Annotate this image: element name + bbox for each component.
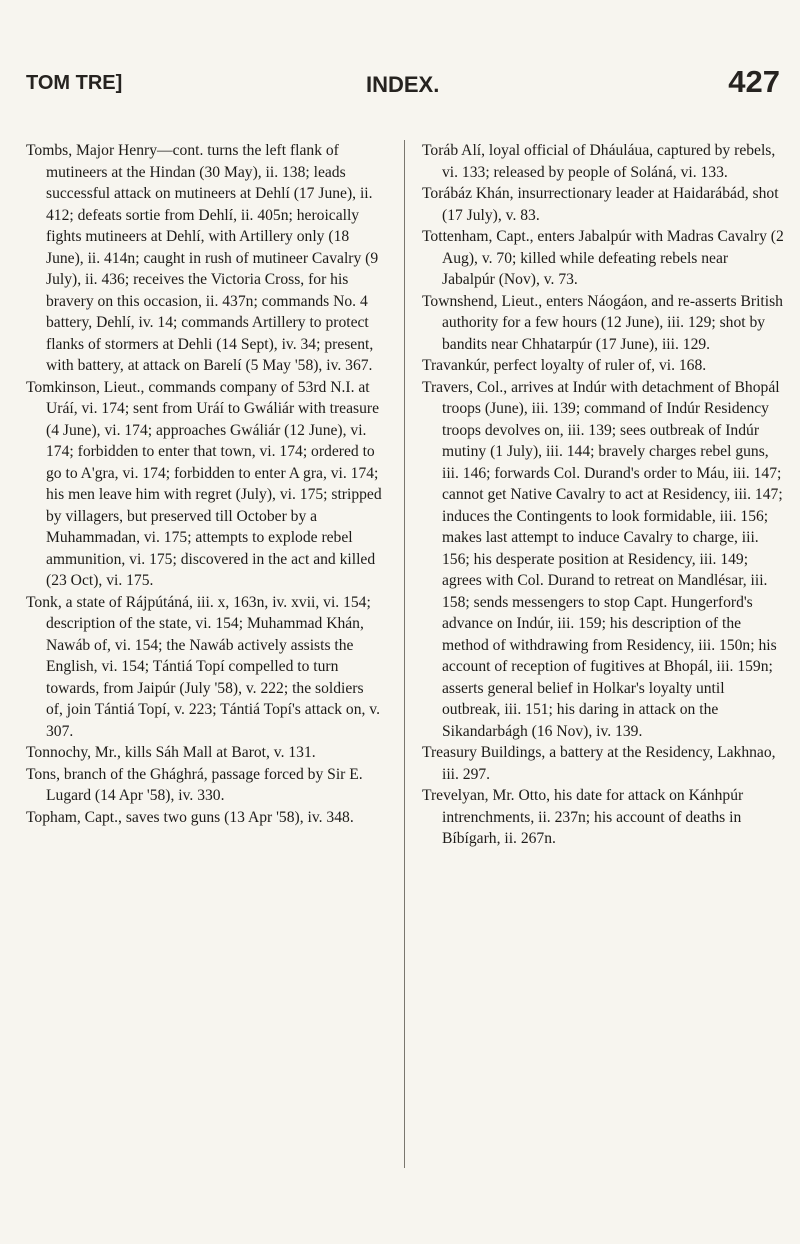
index-entry-tombs: Tombs, Major Henry—cont. turns the left flank of mutineers at the Hindan (30 May), ii. 138; leads successful attack on mutineers at Dehlí (17 June), ii. 412; defeats sortie from Dehlí, ii. 405n; heroically fights mutineers at Dehlí, with Artillery only (18 June), ii. 414n; caught in rush of mutineer Cavalry (9 July), ii. 436; receives the Victoria Cross, for his bravery on this occasion, ii. 437n; commands No. 4 battery, Dehlí, iv. 14; commands Artillery to protect flanks of stormers at Dehli (14 Sept), iv. 34; present, with battery, at attack on Barelí (5 May '58), iv. 367. bbox=[26, 142, 379, 374]
header-left-guide: TOM TRE] bbox=[26, 72, 123, 94]
index-entry-trevelyan: Trevelyan, Mr. Otto, his date for attack on Kánhpúr intrenchments, ii. 237n; his account of deaths in Bíbígarh, ii. 267n. bbox=[422, 787, 744, 847]
index-column-right bbox=[422, 140, 784, 850]
index-entry-tomkinson: Tomkinson, Lieut., commands company of 53rd N.I. at Uráí, vi. 174; sent from Uráí to Gwáliár with treasure (4 June), vi. 174; approaches Gwáliár (12 June), vi. 174; forbidden to enter that town, vi. 174; ordered to go to A'gra, vi. 174; forbidden to enter A gra, vi. 174; his men leave him with regret (July), vi. 175; stripped by villagers, but preserved till October by a Muhammadan, vi. 175; attempts to explode rebel ammunition, vi. 175; discovered in the act and killed (23 Oct), vi. 175. bbox=[26, 378, 382, 589]
index-entry-torabaz-khan: Torábáz Khán, insurrectionary leader at Haidarábád, shot (17 July), v. 83. bbox=[422, 185, 779, 224]
page-number: 427 bbox=[728, 64, 780, 99]
index-entry-treasury-buildings: Treasury Buildings, a battery at the Residency, Lakhnao, iii. 297. bbox=[422, 744, 776, 783]
header-title: INDEX. bbox=[366, 72, 440, 97]
index-entry-topham: Topham, Capt., saves two guns (13 Apr '58), iv. 348. bbox=[26, 808, 354, 826]
index-entry-travers: Travers, Col., arrives at Indúr with detachment of Bhopál troops (June), iii. 139; command of Indúr Residency troops devolves on, iii. 139; sees outbreak of Indúr mutiny (1 July), iii. 144; bravely charges rebel guns, iii. 146; forwards Col. Durand's order to Máu, iii. 147; cannot get Native Cavalry to act at Residency, iii. 147; induces the Contingents to look formidable, iii. 156; makes last attempt to induce Cavalry to charge, iii. 156; his desperate position at Residency, iii. 149; agrees with Col. Durand to retreat on Mandlésar, iii. 158; sends messengers to stop Capt. Hungerford's advance on Indúr, iii. 159; his description of the method of withdrawing from Residency, iii. 150n; his account of reception of fugitives at Bhopál, iii. 159n; asserts general belief in Holkar's loyalty until outbreak, iii. 151; his daring in attack on the Sikandarbágh (16 Nov), iv. 139. bbox=[422, 378, 783, 740]
index-entry-tottenham: Tottenham, Capt., enters Jabalpúr with Madras Cavalry (2 Aug), v. 70; killed while defeating rebels near Jabalpúr (Nov), v. 73. bbox=[422, 228, 784, 288]
index-entry-townshend: Townshend, Lieut., enters Náogáon, and re-asserts British authority for a few hours (12 June), iii. 129; shot by bandits near Chhatarpúr (17 June), iii. 129. bbox=[422, 292, 783, 353]
index-entry-travankur: Travankúr, perfect loyalty of ruler of, vi. 168. bbox=[422, 357, 707, 374]
index-entry-tonnochy: Tonnochy, Mr., kills Sáh Mall at Barot, v. 131. bbox=[26, 744, 316, 761]
index-entry-tons: Tons, branch of the Ghághrá, passage forced by Sir E. Lugard (14 Apr '58), iv. 330. bbox=[26, 765, 363, 804]
column-divider bbox=[404, 140, 405, 1168]
running-header bbox=[26, 64, 780, 112]
index-entry-tonk: Tonk, a state of Rájpútáná, iii. x, 163n, iv. xvii, vi. 154; description of the state, vi. 154; Muhammad Khán, Nawáb of, vi. 154; the Nawáb actively assists the English, vi. 154; Tántiá Topí compelled to turn towards, from Jaipúr (July '58), v. 222; the soldiers of, join Tántiá Topí, v. 223; Tántiá Topí's attack on, v. 307. bbox=[26, 593, 380, 740]
index-entry-torab-ali: Toráb Alí, loyal official of Dháuláua, captured by rebels, vi. 133; released by people of Soláná, vi. 133. bbox=[422, 142, 776, 181]
index-column-left bbox=[26, 140, 384, 828]
